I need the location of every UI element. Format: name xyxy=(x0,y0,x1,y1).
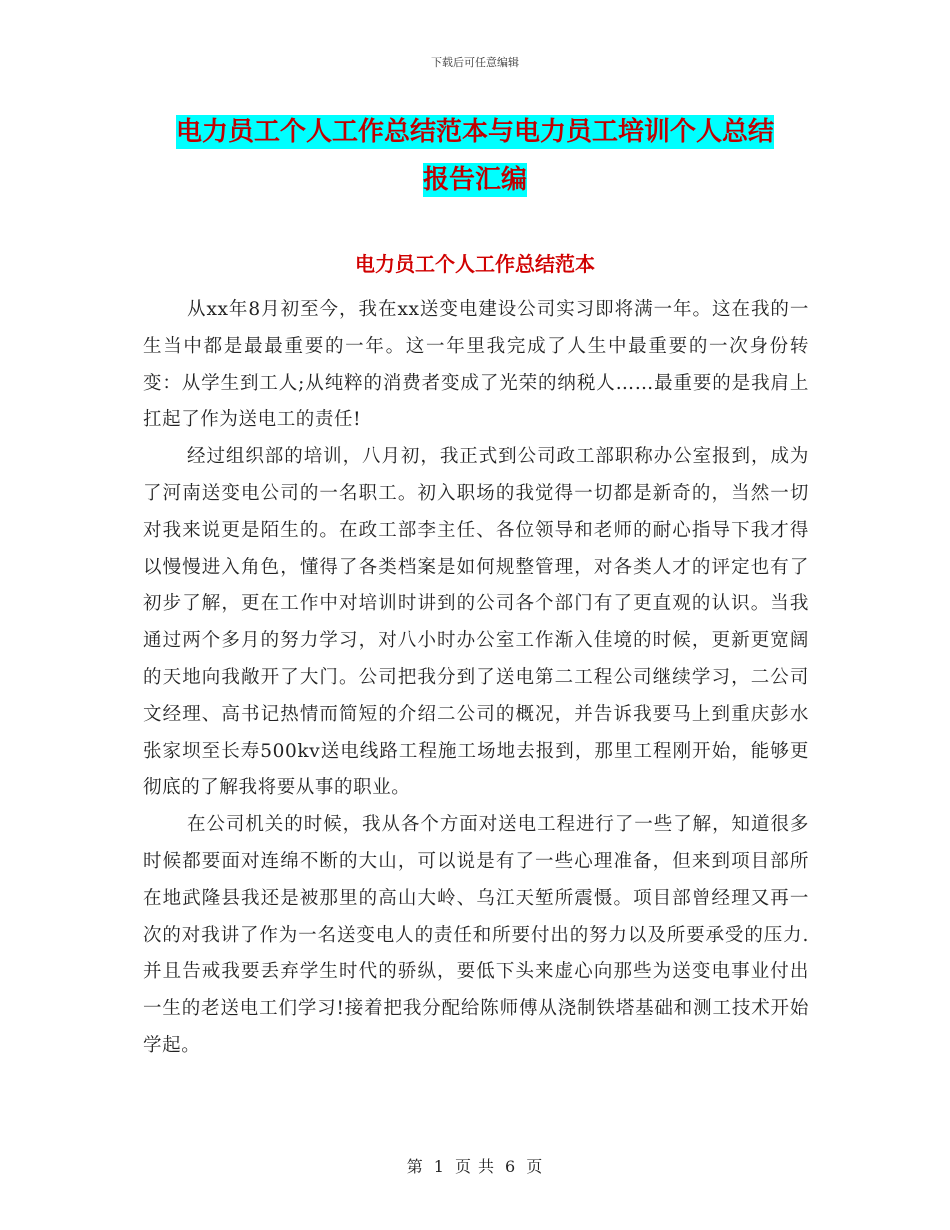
document-title xyxy=(140,108,810,204)
body-text xyxy=(143,292,809,1065)
paragraph-1: 从xx年8月初至今，我在xx送变电建设公司实习即将满一年。这在我的一生当中都是最最重要的一年。这一年里我完成了人生中最重要的一次身份转变：从学生到工人;从纯粹的消费者变成了光荣的纳税人……最重要的是我肩上扛起了作为送电工的责任! xyxy=(143,299,809,431)
footer-total-pages: 6 xyxy=(505,1157,517,1176)
section-title: 电力员工个人工作总结范本 xyxy=(355,252,595,276)
paragraph-2: 经过组织部的培训，八月初，我正式到公司政工部职称办公室报到，成为了河南送变电公司的一名职工。初入职场的我觉得一切都是新奇的，当然一切对我来说更是陌生的。在政工部李主任、各位领导和老师的耐心指导下我才得以慢慢进入角色，懂得了各类档案是如何规整管理，对各类人才的评定也有了初步了解，更在工作中对培训时讲到的公司各个部门有了更直观的认识。当我通过两个多月的努力学习，对八小时办公室工作渐入佳境的时候，更新更宽阔的天地向我敞开了大门。公司把我分到了送电第二工程公司继续学习，二公司文经理、高书记热情而简短的介绍二公司的概况，并告诉我要马上到重庆彭水张家坝至长寿500kv送电线路工程施工场地去报到，那里工程刚开始，能够更彻底的了解我将要从事的职业。 xyxy=(143,446,809,799)
page-footer xyxy=(0,1154,950,1177)
footer-suffix: 页 xyxy=(526,1157,544,1176)
document-title-line2: 报告汇编 xyxy=(422,165,527,195)
footer-mid: 页 共 xyxy=(454,1157,496,1176)
header-note: 下载后可任意编辑 xyxy=(431,56,519,69)
footer-page-number: 1 xyxy=(433,1157,445,1176)
document-title-line1: 电力员工个人工作总结范本与电力员工培训个人总结 xyxy=(175,117,774,147)
paragraph-3: 在公司机关的时候，我从各个方面对送电工程进行了一些了解，知道很多时候都要面对连绵不断的大山，可以说是有了一些心理准备，但来到项目部所在地武隆县我还是被那里的高山大岭、乌江天堑所震慑。项目部曾经理又再一次的对我讲了作为一名送变电人的责任和所要付出的努力以及所要承受的压力.并且告戒我要丢弃学生时代的骄纵，要低下头来虚心向那些为送变电事业付出一生的老送电工们学习!接着把我分配给陈师傅从浇制铁塔基础和测工技术开始学起。 xyxy=(143,814,809,1056)
footer-prefix: 第 xyxy=(406,1157,424,1176)
